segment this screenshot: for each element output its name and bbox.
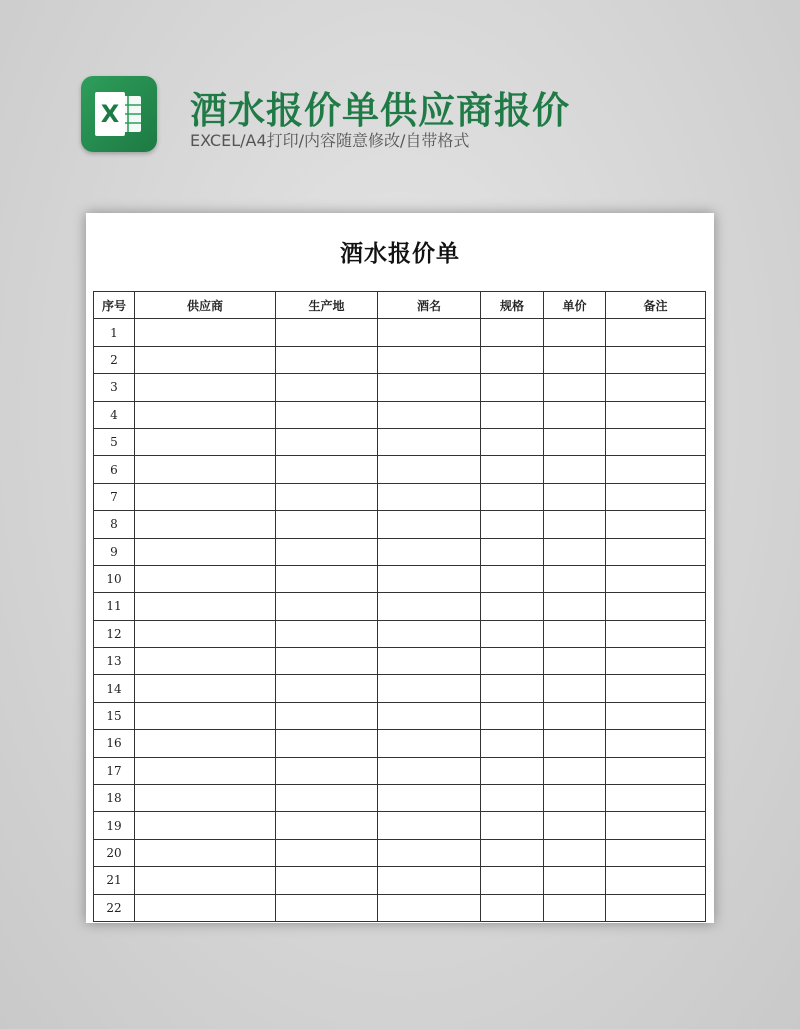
table-cell[interactable] [276,483,378,510]
table-cell[interactable] [606,785,706,812]
table-cell[interactable] [481,428,544,455]
page-subtitle: EXCEL/A4打印/内容随意修改/自带格式 [190,131,470,150]
table-cell[interactable] [276,374,378,401]
table-row [94,839,706,866]
column-header-origin: 生产地 [276,292,378,319]
table-cell[interactable] [135,839,276,866]
table-cell[interactable] [606,702,706,729]
table-cell[interactable] [378,839,481,866]
table-cell[interactable] [378,812,481,839]
table-cell[interactable] [276,894,378,921]
table-row [94,593,706,620]
excel-icon [81,76,157,152]
table-cell[interactable] [544,456,606,483]
table-cell[interactable] [544,702,606,729]
table-cell[interactable] [276,565,378,592]
table-cell[interactable] [276,511,378,538]
row-index-cell: 9 [94,538,135,565]
table-cell[interactable] [606,565,706,592]
row-index-cell: 21 [94,867,135,894]
table-row [94,428,706,455]
column-header-index: 序号 [94,292,135,319]
table-cell[interactable] [544,538,606,565]
table-cell[interactable] [606,648,706,675]
table-cell[interactable] [378,511,481,538]
table-row [94,511,706,538]
table-cell[interactable] [606,319,706,346]
table-cell[interactable] [481,702,544,729]
table-row [94,894,706,921]
table-cell[interactable] [135,483,276,510]
table-cell[interactable] [481,593,544,620]
table-cell[interactable] [135,620,276,647]
table-cell[interactable] [544,894,606,921]
table-cell[interactable] [135,785,276,812]
table-cell[interactable] [544,428,606,455]
row-index-cell: 14 [94,675,135,702]
table-cell[interactable] [481,374,544,401]
table-cell[interactable] [481,894,544,921]
table-row [94,483,706,510]
table-cell[interactable] [481,538,544,565]
table-cell[interactable] [544,319,606,346]
table-cell[interactable] [606,511,706,538]
table-row [94,456,706,483]
table-cell[interactable] [378,730,481,757]
table-cell[interactable] [378,565,481,592]
row-index-cell: 16 [94,730,135,757]
row-index-cell: 10 [94,565,135,592]
row-index-cell: 15 [94,702,135,729]
table-cell[interactable] [606,483,706,510]
table-cell[interactable] [606,812,706,839]
column-header-wine-name: 酒名 [378,292,481,319]
table-cell[interactable] [135,894,276,921]
quote-table [93,291,706,922]
table-cell[interactable] [544,675,606,702]
table-cell[interactable] [276,702,378,729]
table-row [94,538,706,565]
table-cell[interactable] [606,538,706,565]
table-cell[interactable] [544,511,606,538]
row-index-cell: 18 [94,785,135,812]
table-cell[interactable] [378,593,481,620]
row-index-cell: 22 [94,894,135,921]
table-cell[interactable] [544,374,606,401]
row-index-cell: 13 [94,648,135,675]
column-header-spec: 规格 [481,292,544,319]
table-cell[interactable] [276,346,378,373]
table-cell[interactable] [481,483,544,510]
table-cell[interactable] [378,374,481,401]
row-index-cell: 7 [94,483,135,510]
table-row [94,401,706,428]
row-index-cell: 2 [94,346,135,373]
table-cell[interactable] [481,648,544,675]
document-sheet [86,213,714,923]
table-cell[interactable] [378,867,481,894]
table-cell[interactable] [135,593,276,620]
table-cell[interactable] [276,538,378,565]
table-cell[interactable] [276,428,378,455]
excel-logo-letter: X [100,100,120,128]
table-cell[interactable] [606,456,706,483]
row-index-cell: 11 [94,593,135,620]
column-header-remarks: 备注 [606,292,706,319]
table-cell[interactable] [378,401,481,428]
table-cell[interactable] [135,319,276,346]
table-cell[interactable] [276,401,378,428]
table-cell[interactable] [481,785,544,812]
table-cell[interactable] [606,428,706,455]
table-cell[interactable] [135,812,276,839]
table-cell[interactable] [481,839,544,866]
table-cell[interactable] [378,538,481,565]
table-cell[interactable] [135,867,276,894]
table-row [94,346,706,373]
table-cell[interactable] [135,401,276,428]
table-body [94,319,706,922]
page-title: 酒水报价单供应商报价 [190,89,570,132]
excel-logo-graphic [81,76,157,152]
row-index-cell: 5 [94,428,135,455]
table-cell[interactable] [378,702,481,729]
table-cell[interactable] [276,839,378,866]
table-cell[interactable] [135,730,276,757]
table-cell[interactable] [481,319,544,346]
table-cell[interactable] [481,675,544,702]
table-row [94,867,706,894]
table-cell[interactable] [378,757,481,784]
table-row [94,319,706,346]
row-index-cell: 6 [94,456,135,483]
table-row [94,812,706,839]
table-cell[interactable] [276,620,378,647]
table-cell[interactable] [606,346,706,373]
table-cell[interactable] [606,593,706,620]
table-cell[interactable] [606,757,706,784]
table-cell[interactable] [276,675,378,702]
table-row [94,374,706,401]
table-cell[interactable] [544,785,606,812]
table-cell[interactable] [481,812,544,839]
table-cell[interactable] [276,593,378,620]
row-index-cell: 8 [94,511,135,538]
table-cell[interactable] [481,730,544,757]
table-cell[interactable] [544,812,606,839]
table-cell[interactable] [481,565,544,592]
table-cell[interactable] [544,648,606,675]
table-cell[interactable] [481,511,544,538]
table-cell[interactable] [606,374,706,401]
table-cell[interactable] [135,565,276,592]
table-row [94,730,706,757]
table-cell[interactable] [135,757,276,784]
table-cell[interactable] [276,319,378,346]
table-cell[interactable] [378,346,481,373]
table-cell[interactable] [378,675,481,702]
table-cell[interactable] [606,675,706,702]
table-cell[interactable] [378,319,481,346]
table-cell[interactable] [606,620,706,647]
table-cell[interactable] [378,483,481,510]
table-cell[interactable] [606,839,706,866]
table-cell[interactable] [276,867,378,894]
table-cell[interactable] [276,812,378,839]
row-index-cell: 19 [94,812,135,839]
table-cell[interactable] [135,648,276,675]
table-cell[interactable] [276,730,378,757]
table-row [94,757,706,784]
table-cell[interactable] [378,785,481,812]
table-cell[interactable] [135,511,276,538]
table-row [94,702,706,729]
table-cell[interactable] [135,428,276,455]
table-cell[interactable] [544,839,606,866]
table-cell[interactable] [481,620,544,647]
row-index-cell: 20 [94,839,135,866]
table-cell[interactable] [135,456,276,483]
table-cell[interactable] [544,483,606,510]
table-cell[interactable] [481,401,544,428]
table-cell[interactable] [544,757,606,784]
table-cell[interactable] [606,401,706,428]
table-cell[interactable] [544,346,606,373]
table-cell[interactable] [378,620,481,647]
table-cell[interactable] [378,894,481,921]
row-index-cell: 3 [94,374,135,401]
column-header-supplier: 供应商 [135,292,276,319]
column-header-unit-price: 单价 [544,292,606,319]
row-index-cell: 1 [94,319,135,346]
table-cell[interactable] [276,757,378,784]
table-cell[interactable] [544,867,606,894]
table-cell[interactable] [378,456,481,483]
table-cell[interactable] [544,620,606,647]
table-cell[interactable] [544,565,606,592]
table-cell[interactable] [481,867,544,894]
table-cell[interactable] [481,757,544,784]
table-cell[interactable] [606,730,706,757]
table-row [94,785,706,812]
row-index-cell: 17 [94,757,135,784]
table-row [94,675,706,702]
table-cell[interactable] [481,346,544,373]
table-cell[interactable] [544,730,606,757]
table-row [94,648,706,675]
table-row [94,620,706,647]
table-cell[interactable] [544,593,606,620]
table-cell[interactable] [606,867,706,894]
table-cell[interactable] [276,648,378,675]
row-index-cell: 4 [94,401,135,428]
document-title: 酒水报价单 [340,240,460,267]
row-index-cell: 12 [94,620,135,647]
table-cell[interactable] [276,456,378,483]
table-cell[interactable] [606,894,706,921]
table-cell[interactable] [135,675,276,702]
table-row [94,565,706,592]
table-cell[interactable] [481,456,544,483]
table-cell[interactable] [378,428,481,455]
table-cell[interactable] [135,702,276,729]
table-cell[interactable] [135,538,276,565]
table-cell[interactable] [378,648,481,675]
table-cell[interactable] [544,401,606,428]
table-cell[interactable] [135,374,276,401]
table-cell[interactable] [135,346,276,373]
table-header-row [94,292,706,319]
table-cell[interactable] [276,785,378,812]
